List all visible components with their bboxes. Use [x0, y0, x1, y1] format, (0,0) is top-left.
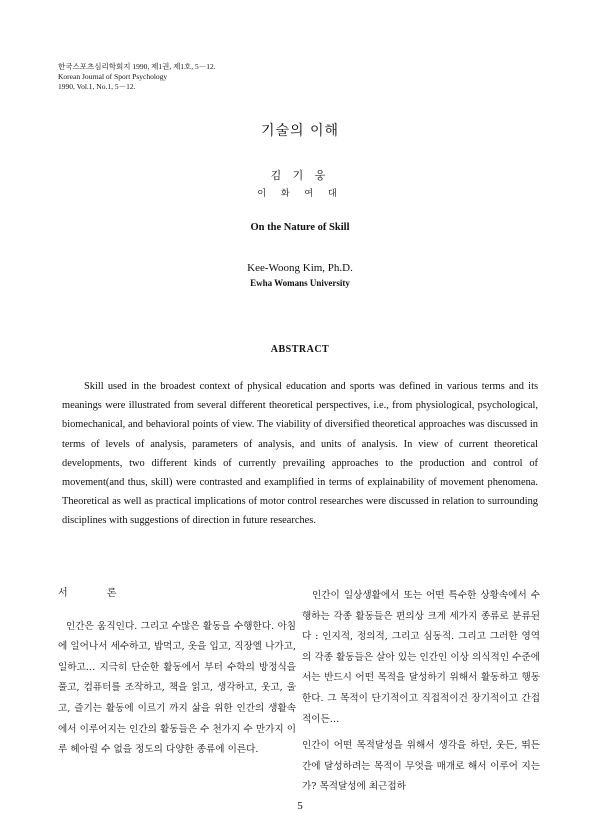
title-english: On the Nature of Skill: [250, 222, 350, 233]
abstract-text: Skill used in the broadest context of physical education and sports was defined in various terms and its meanings were illustrated from several different theoretical perspectives, i.e., from physiological, psychological, biomechanical, and behavioral points of view. The viability of diversified theoretical approaches was discussed in terms of levels of analysis, parameters of analysis, and units of analysis. In view of current theoretical developments, two different kinds of currently prevailing approaches to the production and control of movement(and thus, skill) were contrasted and examplified in terms of explainability of movement phenomena. Theoretical as well as practical implications of motor control researches were discussed in relation to surrounding disciplines with suggestions of direction in future researches.: [62, 381, 538, 527]
title-korean: 기술의 이해: [260, 123, 340, 139]
journal-volume-english: 1990, Vol.1, No.1, 5－12.: [58, 82, 136, 91]
affiliation-english: Ewha Womans University: [250, 278, 350, 288]
right-column: [302, 586, 540, 798]
left-column: [58, 584, 296, 761]
affiliation-korean: 이 화 여 대: [257, 189, 343, 199]
author-korean: 김 기 웅: [270, 169, 330, 182]
journal-name-english: Korean Journal of Sport Psychology: [58, 72, 168, 81]
section-heading-introduction: 서 론: [58, 588, 135, 599]
abstract-heading: ABSTRACT: [270, 344, 330, 355]
intro-paragraph-right-1: 인간이 일상생활에서 또는 어떤 특수한 상황속에서 수행하는 각종 활동들은 편의상 크게 세가지 종류로 분류된다 : 인지적, 정의적, 그리고 심동적. 그리고 그러한 영역의 각종 활동들은 살아 있는 인간인 이상 의식적인 수준에서는 반드시 어떤 목적을 달성하기 위해서 활동하고 행동한다. 그 목적이 단기적이고 직접적이건 장기적이고 간접적이든…: [302, 590, 540, 725]
page-number: 5: [297, 800, 303, 812]
journal-citation: [58, 62, 216, 92]
intro-paragraph-right-2: 인간이 어떤 목적달성을 위해서 생각을 하던, 웃든, 뛰든 간에 달성하려는 목적이 무엇을 매개로 해서 이루어 지는가? 목적달성에 최근접하: [302, 740, 540, 793]
journal-citation-korean: 한국스포츠심리학회지 1990, 제1권, 제1호, 5－12.: [58, 62, 216, 71]
intro-paragraph-left: 인간은 움직인다. 그리고 수많은 활동을 수행한다. 아침에 일어나서 세수하고, 밥먹고, 옷을 입고, 직장엘 나가고, 일하고… 지극히 단순한 활동에서 부터 수학의 방정식을 풀고, 컴퓨터를 조작하고, 책을 읽고, 생각하고, 웃고, 울고, 즐기는 활동에 이르기 까지 삶을 위한 인간의 생활속에서 이루어지는 인간의 활동들은 수 천가지 수 만가지 이루 헤아릴 수 없을 정도의 다양한 종류에 이른다.: [58, 620, 296, 756]
author-english: Kee-Woong Kim, Ph.D.: [247, 262, 353, 274]
